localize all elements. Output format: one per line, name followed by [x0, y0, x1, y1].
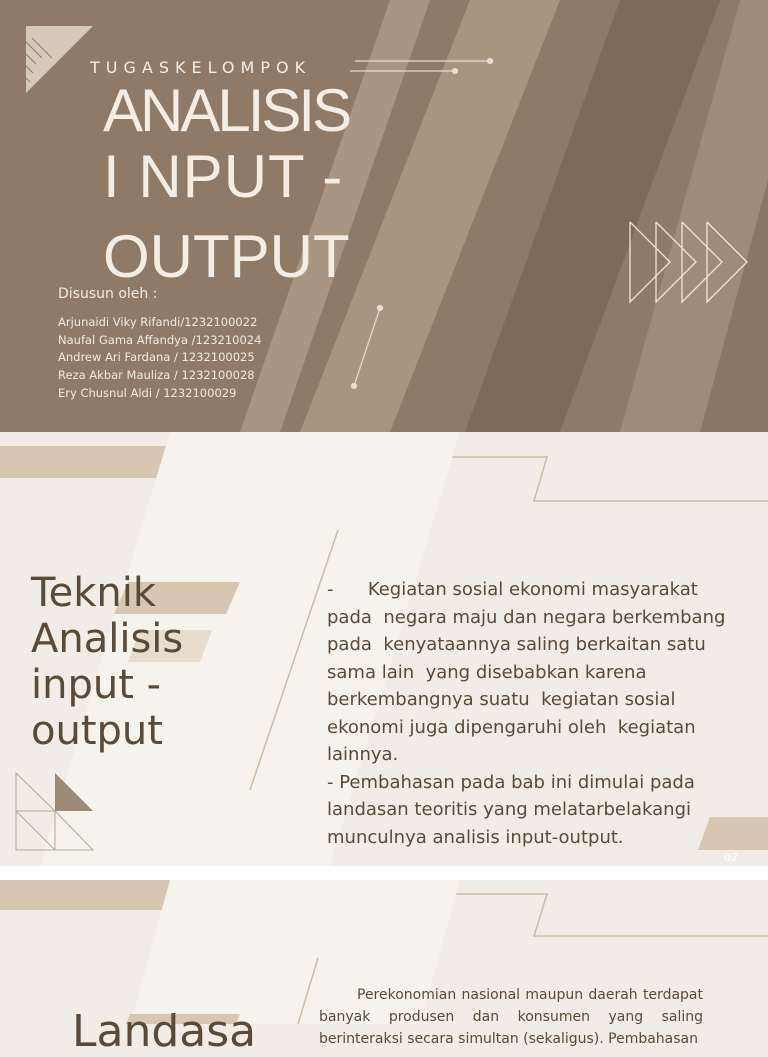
member-1: Arjunaidi Viky Rifandi/1232100022	[58, 315, 258, 329]
title-line-3: OUTPUT	[103, 223, 350, 290]
page-number: 02	[724, 851, 738, 864]
body-paragraph: Perekonomian nasional maupun daerah terdapat banyak produsen dan konsumen yang saling berinteraksi secara simultan (sekaligus). Pembahasan	[319, 987, 703, 1047]
slide-title-line-1: Teknik	[31, 570, 157, 616]
member-5: Ery Chusnul Aldi / 1232100029	[58, 386, 237, 400]
slide-title-line-3: input -	[31, 662, 162, 708]
content-slide-landasan	[0, 866, 768, 1057]
author-heading: Disusun oleh :	[58, 286, 158, 302]
content-slide-teknik	[0, 432, 768, 866]
slide-body	[319, 984, 703, 1050]
member-2: Naufal Gama Affandya /123210024	[58, 333, 262, 347]
kicker-text: TUGASKELOMPOK	[90, 58, 312, 77]
slide-title: Landasa	[72, 1006, 257, 1057]
title-line-2: I NPUT -	[103, 143, 344, 210]
title-line-1: ANALISIS	[103, 77, 350, 144]
body-paragraph-1: - Kegiatan sosial ekonomi masyarakat pada negara maju dan negara berkembang pada kenyataannya saling berkaitan satu sama lain yang disebabkan karena berkembangnya suatu kegiatan sosial ekonomi juga dipengaruhi oleh kegiatan lainnya.	[327, 579, 732, 765]
member-4: Reza Akbar Mauliza / 1232100028	[58, 368, 255, 382]
corner-triangle	[26, 26, 93, 93]
member-3: Andrew Ari Fardana / 1232100025	[58, 350, 255, 364]
title-slide	[0, 0, 768, 432]
body-paragraph-2: - Pembahasan pada bab ini dimulai pada landasan teoritis yang melatarbelakangi munculnya analisis input-output.	[327, 771, 695, 848]
slide-body	[327, 576, 732, 851]
slide-title-line-2: Analisis	[31, 616, 184, 662]
slide-title-line-4: output	[31, 708, 163, 754]
